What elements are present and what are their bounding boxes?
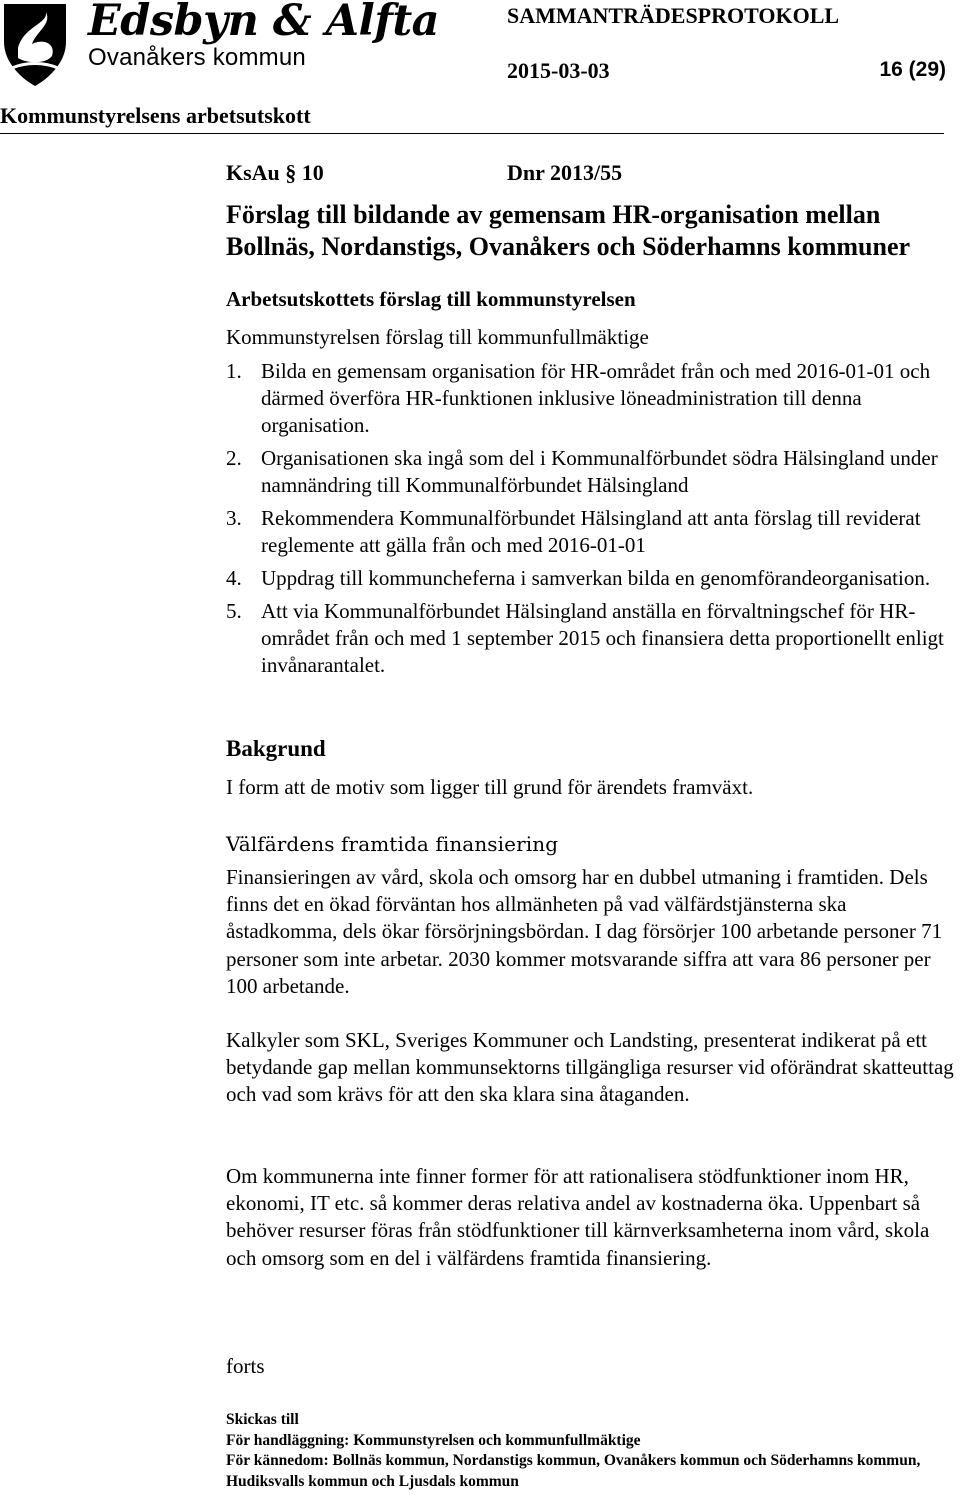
distribution-footer [226,1410,956,1492]
document-type: SAMMANTRÄDESPROTOKOLL [507,3,840,28]
list-item [226,358,956,439]
item-text: Uppdrag till kommuncheferna i samverkan bilda en genomförandeorganisation. [261,566,931,590]
list-item [226,505,956,559]
item-text: Att via Kommunalförbundet Hälsingland anställa en förvaltningschef för HR-området från och med 1 september 2015 och finansiera detta proportionellt enligt invånarantalet. [261,599,944,677]
background-subheading: Välfärdens framtida finansiering [226,832,559,856]
list-item [226,445,956,499]
municipality-logo [0,0,440,92]
item-number: 1. [226,359,242,383]
paragraph: Kalkyler som SKL, Sveriges Kommuner och Landsting, presenterat indikerat på ett betydande gap mellan kommunsektorns tillgängliga resurser vid oförändrat skatteuttag och vad som krävs för att den ska klara sina åtaganden. [226,1028,954,1107]
item-number: 5. [226,599,242,623]
proposal-heading: Arbetsutskottets förslag till kommunstyrelsen [226,287,636,311]
case-title: Förslag till bildande av gemensam HR-organisation mellan Bollnäs, Nordanstigs, Ovanåkers och Söderhamns kommuner [226,200,911,261]
item-text: Rekommendera Kommunalförbundet Hälsingland att anta förslag till reviderat reglemente att gälla från och med 2016-01-01 [261,506,921,557]
proposal-lead: Kommunstyrelsen förslag till kommunfullmäktige [226,325,649,349]
item-text: Organisationen ska ingå som del i Kommunalförbundet södra Hälsingland under namnändring till Kommunalförbundet Hälsingland [261,446,938,497]
case-dnr: Dnr 2013/55 [507,160,623,185]
paragraph: Om kommunerna inte finner former för att rationalisera stödfunktioner inom HR, ekonomi, IT etc. så kommer deras relativa andel av kostnaderna öka. Uppenbart så behöver resurser föras från stödfunktioner till kärnverksamheterna inom vård, skola och omsorg som en del i välfärdens framtida finansiering. [226,1164,930,1270]
case-id: KsAu § 10 [226,160,324,185]
list-item [226,598,956,679]
meeting-date: 2015-03-03 [507,58,610,83]
paragraph: Finansieringen av vård, skola och omsorg har en dubbel utmaning i framtiden. Dels finns det en ökad förväntan hos allmänheten på vad välfärdstjänsterna ska åstadkomma, dels ökar försörjningsbördan. I dag försörjer 100 arbetande personer 71 personer som inte arbetar. 2030 kommer motsvarande siffra att vara 86 personer per 100 arbetande. [226,865,943,998]
for-info: För kännedom: Bollnäs kommun, Nordanstigs kommun, Ovanåkers kommun och Söderhamns kommun, Hudiksvalls kommun och Ljusdals kommun [226,1452,921,1490]
logo-name: Edsbyn & Alfta [88,0,440,46]
proposal-list [226,358,956,685]
for-handling: För handläggning: Kommunstyrelsen och kommunfullmäktige [226,1431,641,1449]
continued-marker: forts [226,1354,265,1378]
item-number: 2. [226,446,242,470]
background-intro: I form att de motiv som ligger till grund för ärendets framväxt. [226,775,754,799]
logo-subtitle: Ovanåkers kommun [88,44,306,71]
item-text: Bilda en gemensam organisation för HR-området från och med 2016-01-01 och därmed överföra HR-funktionen inklusive löneadministration till denna organisation. [261,359,931,437]
item-number: 4. [226,566,242,590]
background-heading: Bakgrund [226,736,326,761]
page-number: 16 (29) [879,58,946,81]
header-divider [0,133,944,134]
item-number: 3. [226,506,242,530]
sent-to-label: Skickas till [226,1411,299,1428]
list-item [226,565,956,592]
committee-name: Kommunstyrelsens arbetsutskott [0,103,311,128]
swan-logo-icon [2,2,82,88]
